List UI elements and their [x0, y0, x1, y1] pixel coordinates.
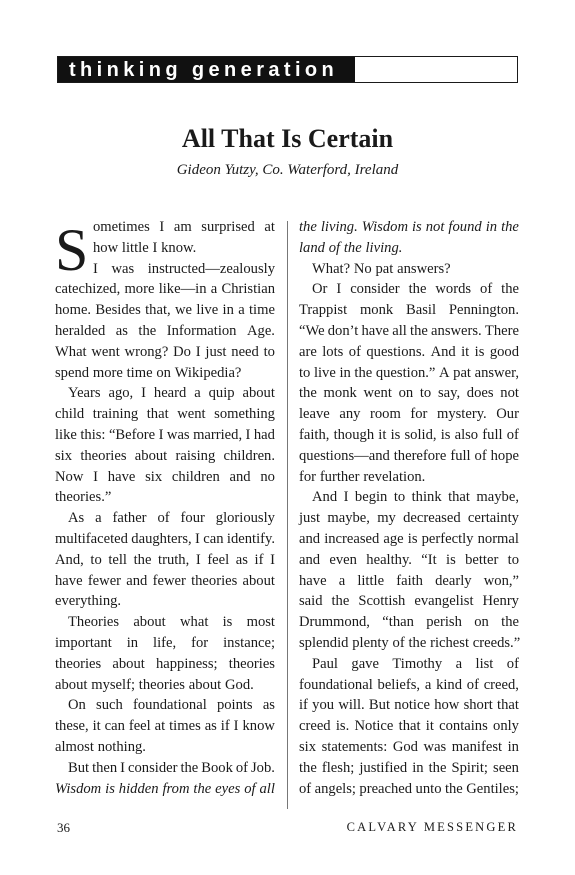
text-line: As a father of four gloriously: [68, 510, 275, 527]
text-line: almost nothing.: [55, 738, 146, 755]
text-line: Years ago, I heard a quip about: [68, 385, 275, 402]
text-line: faith, though it is solid, is also full of: [299, 426, 519, 443]
text-line: I was instructed—zealously: [93, 260, 275, 277]
text-line: Wisdom is hidden from the eyes of all: [55, 780, 275, 797]
column-divider: [287, 221, 288, 809]
text-line: how little I know.: [93, 239, 197, 256]
text-line: splendid plenty of the richest creeds.”: [299, 634, 521, 651]
text-line: have fewer and fewer theories about: [55, 572, 275, 589]
text-line: six statements: God was manifest in: [299, 738, 519, 755]
text-line: leave any room for mystery. Our: [299, 406, 519, 423]
text-line: And, to tell the truth, I feel as if I: [55, 551, 275, 568]
text-line: if you will. But notice how short that: [299, 697, 519, 714]
text-line: the living. Wisdom is not found in the: [299, 219, 519, 235]
magazine-name: CALVARY MESSENGER: [346, 820, 518, 834]
text-line: spend more time on Wikipedia?: [55, 364, 242, 381]
section-header-bar: [57, 56, 518, 83]
text-line: theories.”: [55, 489, 112, 506]
text-line: home. Besides that, we live in a time: [55, 302, 275, 319]
text-line: theories about happiness; theories: [55, 655, 275, 672]
text-line: child training that went something: [55, 406, 275, 423]
text-line: Or I consider the words of the: [312, 281, 519, 298]
text-line: ometimes I am surprised at: [93, 219, 275, 235]
text-line: Drummond, “than perish on the: [299, 614, 519, 631]
text-line: heralded as the Information Age.: [55, 322, 275, 339]
text-line: six theories about raising children.: [55, 447, 275, 464]
text-line: creed is. Notice that it contains only: [299, 718, 519, 735]
text-line: and even healthy. “It is better to: [299, 551, 519, 568]
text-line: Trappist monk Basil Pennington.: [299, 302, 519, 319]
article-title: All That Is Certain: [181, 124, 394, 153]
text-line: are lots of questions. And it is good: [299, 343, 519, 360]
text-line: multifaceted daughters, I can identify.: [55, 530, 275, 547]
text-line: like this: “Before I was married, I had: [55, 426, 275, 443]
drop-cap: S: [55, 217, 89, 283]
text-line: just maybe, my decreased certainty: [299, 510, 519, 527]
text-line: foundational beliefs, a kind of creed,: [299, 676, 519, 693]
text-line: On such foundational points as: [68, 697, 275, 714]
text-line: of angels; preached unto the Gentiles;: [299, 780, 519, 797]
text-line: land of the living.: [299, 239, 403, 256]
text-line: Now I have six children and no: [55, 468, 275, 485]
text-line: “We don’t have all the answers. There: [299, 322, 519, 339]
right-column: [299, 217, 519, 799]
text-line: But then I consider the Book of Job.: [68, 759, 275, 776]
text-line: for further revelation.: [299, 468, 426, 485]
left-column: [55, 217, 275, 799]
text-line: these, it can feel at times as if I know: [55, 718, 275, 735]
text-line: have a little faith dearly won,”: [299, 572, 519, 589]
text-line: and increased age is perfectly normal: [299, 530, 519, 547]
text-line: to live in the question.” A pat answer,: [299, 364, 519, 381]
text-line: What went wrong? Do I just need to: [55, 343, 275, 360]
article-byline: Gideon Yutzy, Co. Waterford, Ireland: [176, 162, 399, 178]
text-line: questions—and therefore full of hope: [299, 447, 519, 464]
text-line: the flesh; justified in the Spirit; seen: [299, 759, 519, 776]
text-line: catechized, more like—in a Christian: [55, 281, 275, 298]
text-line: What? No pat answers?: [312, 260, 451, 277]
text-line: Theories about what is most: [68, 614, 275, 631]
text-line: about myself; theories about God.: [55, 676, 254, 693]
text-line: And I begin to think that maybe,: [312, 489, 519, 506]
text-line: said the Scottish evangelist Henry: [299, 593, 519, 610]
section-tag: thinking generation: [58, 57, 355, 82]
text-line: Paul gave Timothy a list of: [312, 655, 519, 672]
text-line: the monk went on to say, does not: [299, 385, 519, 402]
text-line: important in life, for instance;: [55, 634, 275, 651]
text-line: everything.: [55, 593, 122, 610]
page-number: 36: [57, 820, 70, 835]
